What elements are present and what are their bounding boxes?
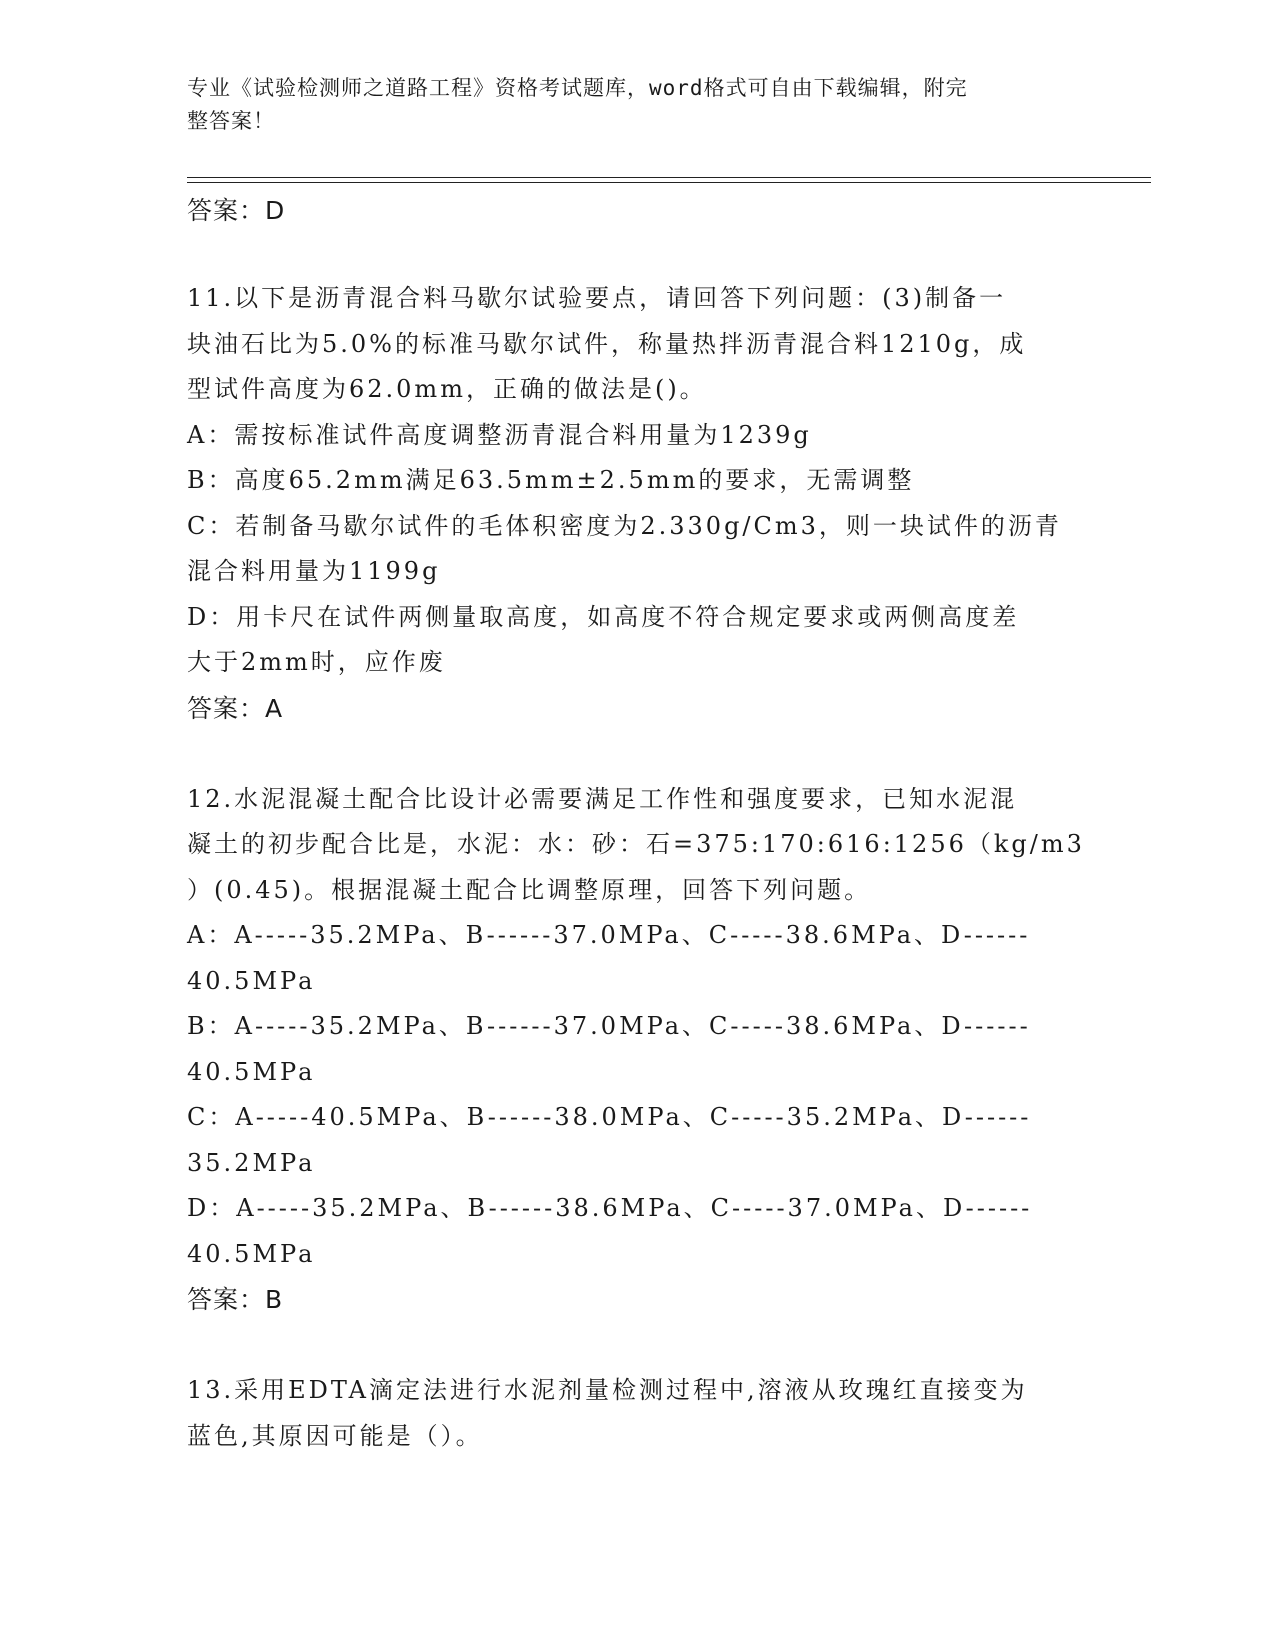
question-12-line-1: 12.水泥混凝土配合比设计必需要满足工作性和强度要求，已知水泥混 [187,784,1018,813]
question-11-answer: 答案：A [187,693,284,723]
question-11 [187,276,1087,732]
question-11-line-2: 块油石比为5.0%的标准马歇尔试件，称量热拌沥青混合料1210g，成 [187,329,1027,358]
question-13-line-1: 13.采用EDTA滴定法进行水泥剂量检测过程中,溶液从玫瑰红直接变为 [187,1376,1028,1404]
question-11-option-d: D：用卡尺在试件两侧量取高度，如高度不符合规定要求或两侧高度差 大于2mm时，应作废 [187,602,1020,676]
previous-answer: 答案：D [187,196,286,225]
header-divider-top [187,177,1151,178]
question-13 [187,1368,1087,1459]
question-11-option-b: B：高度65.2mm满足63.5mm±2.5mm的要求，无需调整 [187,466,915,494]
question-13-line-2: 蓝色,其原因可能是（）。 [187,1421,483,1450]
header-line-1: 专业《试验检测师之道路工程》资格考试题库，word格式可自由下载编辑，附完 [187,76,968,100]
header-line-2: 整答案！ [187,109,275,133]
document-header [187,72,1067,138]
question-12-answer: 答案：B [187,1285,284,1314]
question-11-option-c: C：若制备马歇尔试件的毛体积密度为2.330g/Cm3，则一块试件的沥青 混合料用量为1199g [187,511,1062,585]
question-12-option-d: D：A-----35.2MPa、B------38.6MPa、C-----37.0MPa、D------ 40.5MPa [187,1194,1033,1268]
question-12-option-a: A：A-----35.2MPa、B------37.0MPa、C-----38.6MPa、D------ 40.5MPa [187,921,1031,995]
header-divider-bottom [187,182,1151,183]
question-11-option-a: A：需按标准试件高度调整沥青混合料用量为1239g [187,420,812,449]
question-12-option-b: B：A-----35.2MPa、B------37.0MPa、C-----38.6MPa、D------ 40.5MPa [187,1012,1031,1086]
question-12-line-2: 凝土的初步配合比是，水泥：水：砂：石=375:170:616:1256（kg/m3 [187,830,1085,858]
question-12 [187,777,1087,1324]
question-11-line-3: 型试件高度为62.0mm，正确的做法是()。 [187,375,707,403]
question-12-option-c: C：A-----40.5MPa、B------38.0MPa、C-----35.2MPa、D------ 35.2MPa [187,1103,1032,1177]
question-11-line-1: 11.以下是沥青混合料马歇尔试验要点，请回答下列问题：(3)制备一 [187,284,1007,312]
question-12-line-3: ）(0.45)。根据混凝土配合比调整原理，回答下列问题。 [187,875,872,904]
question-list [187,188,1087,1459]
